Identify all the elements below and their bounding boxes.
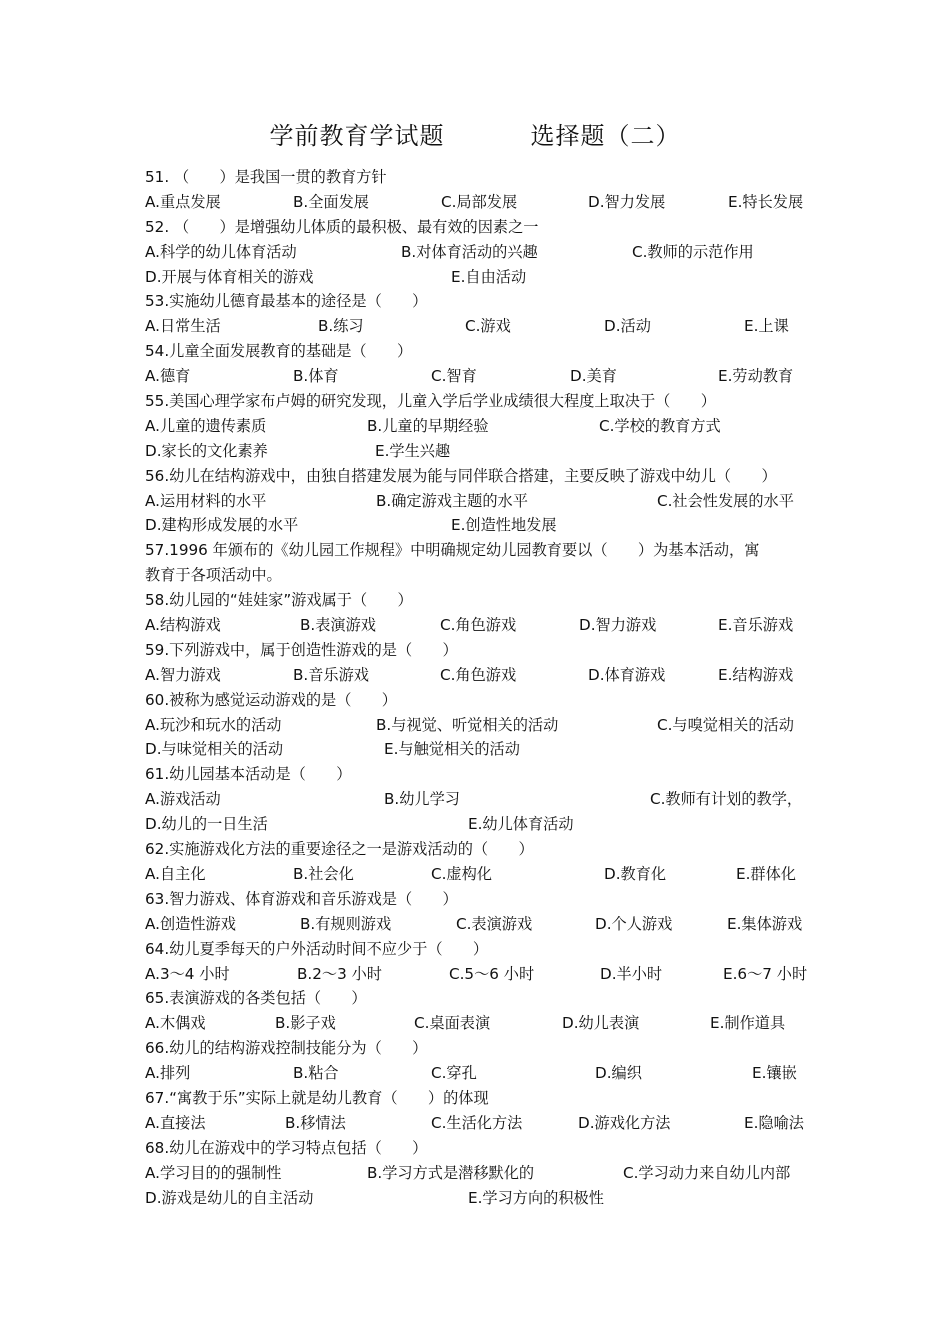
option-d: D.体育游戏: [588, 665, 666, 684]
option-row: [145, 862, 810, 887]
option-e: E.6～7 小时: [723, 964, 808, 983]
option-b: B.粘合: [293, 1064, 339, 1083]
option-a: A.运用材料的水平: [145, 491, 267, 510]
option-c: C.智育: [431, 367, 477, 386]
option-b: B.社会化: [293, 864, 354, 883]
option-row: [145, 364, 810, 389]
option-b: B.影子戏: [275, 1014, 336, 1033]
option-d: D.个人游戏: [595, 914, 673, 933]
option-row: [145, 190, 810, 215]
option-a: A.重点发展: [145, 192, 221, 211]
question-stem: 68.幼儿在游戏中的学习特点包括（ ）: [145, 1138, 428, 1157]
question-stem: 55.美国心理学家布卢姆的研究发现，儿童入学后学业成绩很大程度上取决于（ ）: [145, 392, 716, 411]
option-row: [145, 812, 810, 837]
option-e: E.音乐游戏: [718, 616, 794, 635]
question-stem: 56.幼儿在结构游戏中，由独自搭建发展为能与同伴联合搭建，主要反映了游戏中幼儿（ ）: [145, 466, 777, 485]
question-stem: 65.表演游戏的各类包括（ ）: [145, 989, 367, 1008]
option-row: [145, 1186, 810, 1211]
option-a: A.木偶戏: [145, 1014, 206, 1033]
option-row: [145, 1161, 810, 1186]
option-row: [145, 663, 810, 688]
option-e: E.集体游戏: [727, 914, 803, 933]
option-c: C.教师的示范作用: [632, 242, 754, 261]
option-d: D.教育化: [604, 864, 667, 883]
option-b: B.全面发展: [293, 192, 369, 211]
question-stem: 52. （ ）是增强幼儿体质的最积极、最有效的因素之一: [145, 217, 539, 236]
option-a: A.自主化: [145, 864, 206, 883]
option-c: C.桌面表演: [414, 1014, 491, 1033]
option-row: [145, 489, 810, 514]
option-a: A.智力游戏: [145, 665, 221, 684]
question-stem: 67.“寓教于乐”实际上就是幼儿教育（ ）的体现: [145, 1088, 489, 1107]
option-a: A.排列: [145, 1064, 191, 1083]
option-d: D.编织: [595, 1064, 642, 1083]
question-stem: 64.幼儿夏季每天的户外活动时间不应少于（ ）: [145, 939, 489, 958]
option-b: E.幼儿体育活动: [468, 815, 574, 834]
option-d: D.美育: [570, 367, 617, 386]
option-a: D.开展与体育相关的游戏: [145, 267, 314, 286]
option-b: B.练习: [318, 317, 364, 336]
option-b: B.学习方式是潜移默化的: [367, 1163, 535, 1182]
option-row: [145, 439, 810, 464]
option-e: E.隐喻法: [744, 1113, 804, 1132]
option-row: [145, 240, 810, 265]
question-stem: 59.下列游戏中，属于创造性游戏的是（ ）: [145, 640, 458, 659]
option-e: E.结构游戏: [718, 665, 794, 684]
option-e: E.制作道具: [710, 1014, 786, 1033]
option-b: B.确定游戏主题的水平: [376, 491, 528, 510]
option-a: A.学习目的的强制性: [145, 1163, 282, 1182]
option-b: B.体育: [293, 367, 339, 386]
option-c: C.生活化方法: [431, 1113, 523, 1132]
option-b: E.与触觉相关的活动: [384, 740, 520, 759]
option-d: D.幼儿表演: [562, 1014, 640, 1033]
option-e: E.镶嵌: [752, 1064, 797, 1083]
option-c: C.5～6 小时: [449, 964, 535, 983]
option-a: A.创造性游戏: [145, 914, 236, 933]
option-e: E.特长发展: [728, 192, 804, 211]
question-stem: 54.儿童全面发展教育的基础是（ ）: [145, 342, 413, 361]
option-a: A.3～4 小时: [145, 964, 230, 983]
question-stem: 57.1996 年颁布的《幼儿园工作规程》中明确规定幼儿园教育要以（ ）为基本活动，寓: [145, 541, 760, 560]
option-a: D.家长的文化素养: [145, 441, 268, 460]
option-a: A.儿童的遗传素质: [145, 416, 267, 435]
option-row: [145, 613, 810, 638]
option-row: [145, 737, 810, 762]
option-c: C.角色游戏: [440, 616, 517, 635]
option-b: E.学生兴趣: [375, 441, 451, 460]
option-b: E.创造性地发展: [451, 516, 557, 535]
question-stem: 53.实施幼儿德育最基本的途径是（ ）: [145, 292, 428, 311]
question-stem: 58.幼儿园的“娃娃家”游戏属于（ ）: [145, 591, 413, 610]
option-e: E.群体化: [736, 864, 796, 883]
option-row: [145, 314, 810, 339]
option-b: E.自由活动: [451, 267, 527, 286]
option-d: D.活动: [604, 317, 651, 336]
option-c: C.学校的教育方式: [599, 416, 721, 435]
question-list: [145, 165, 810, 1210]
option-row: [145, 962, 810, 987]
question-stem: 51. （ ）是我国一贯的教育方针: [145, 168, 387, 186]
option-b: B.有规则游戏: [300, 914, 392, 933]
option-b: B.与视觉、听觉相关的活动: [376, 715, 559, 734]
page-title: [0, 116, 950, 151]
option-c: C.与嗅觉相关的活动: [657, 715, 794, 734]
option-e: E.劳动教育: [718, 367, 794, 386]
option-c: C.学习动力来自幼儿内部: [623, 1163, 791, 1182]
option-c: C.社会性发展的水平: [657, 491, 794, 510]
option-a: D.与味觉相关的活动: [145, 740, 284, 759]
option-a: D.幼儿的一日生活: [145, 815, 268, 834]
option-row: [145, 414, 810, 439]
option-b: B.2～3 小时: [297, 964, 382, 983]
option-row: [145, 1011, 810, 1036]
option-a: A.德育: [145, 367, 191, 386]
option-c: C.穿孔: [431, 1064, 477, 1083]
option-row: [145, 1111, 810, 1136]
option-a: A.科学的幼儿体育活动: [145, 242, 297, 261]
option-b: B.幼儿学习: [384, 790, 460, 809]
option-a: A.玩沙和玩水的活动: [145, 715, 282, 734]
option-c: C.虚构化: [431, 864, 492, 883]
option-b: B.儿童的早期经验: [367, 416, 489, 435]
option-b: B.音乐游戏: [293, 665, 369, 684]
question-stem: 61.幼儿园基本活动是（ ）: [145, 765, 352, 784]
option-c: C.角色游戏: [440, 665, 517, 684]
option-c: C.表演游戏: [456, 914, 533, 933]
option-a: A.直接法: [145, 1113, 206, 1132]
option-row: [145, 713, 810, 738]
option-d: D.智力发展: [588, 192, 666, 211]
option-a: A.游戏活动: [145, 790, 221, 809]
option-row: [145, 1061, 810, 1086]
question-stem: 63.智力游戏、体育游戏和音乐游戏是（ ）: [145, 889, 458, 908]
option-a: D.游戏是幼儿的自主活动: [145, 1188, 314, 1207]
option-b: B.对体育活动的兴趣: [401, 242, 538, 261]
option-b: E.学习方向的积极性: [468, 1188, 604, 1207]
option-e: E.上课: [744, 317, 789, 336]
question-stem: 62.实施游戏化方法的重要途径之一是游戏活动的（ ）: [145, 840, 534, 859]
option-d: D.游戏化方法: [578, 1113, 671, 1132]
option-row: [145, 513, 810, 538]
option-c: C.局部发展: [441, 192, 518, 211]
option-b: B.表演游戏: [300, 616, 376, 635]
option-a: D.建构形成发展的水平: [145, 516, 299, 535]
option-row: [145, 787, 810, 812]
question-stem-continued: 教育于各项活动中。: [145, 566, 282, 585]
question-stem: 66.幼儿的结构游戏控制技能分为（ ）: [145, 1039, 428, 1058]
option-d: D.智力游戏: [579, 616, 657, 635]
option-a: A.日常生活: [145, 317, 221, 336]
title-sub: 选择题（二）: [530, 122, 681, 150]
option-row: [145, 265, 810, 290]
question-stem: 60.被称为感觉运动游戏的是（ ）: [145, 690, 397, 709]
title-main: 学前教育学试题: [269, 122, 445, 150]
option-a: A.结构游戏: [145, 616, 221, 635]
option-c: C.游戏: [465, 317, 511, 336]
option-d: D.半小时: [600, 964, 663, 983]
option-c: C.教师有计划的教学，: [650, 790, 803, 809]
option-row: [145, 912, 810, 937]
option-b: B.移情法: [285, 1113, 346, 1132]
